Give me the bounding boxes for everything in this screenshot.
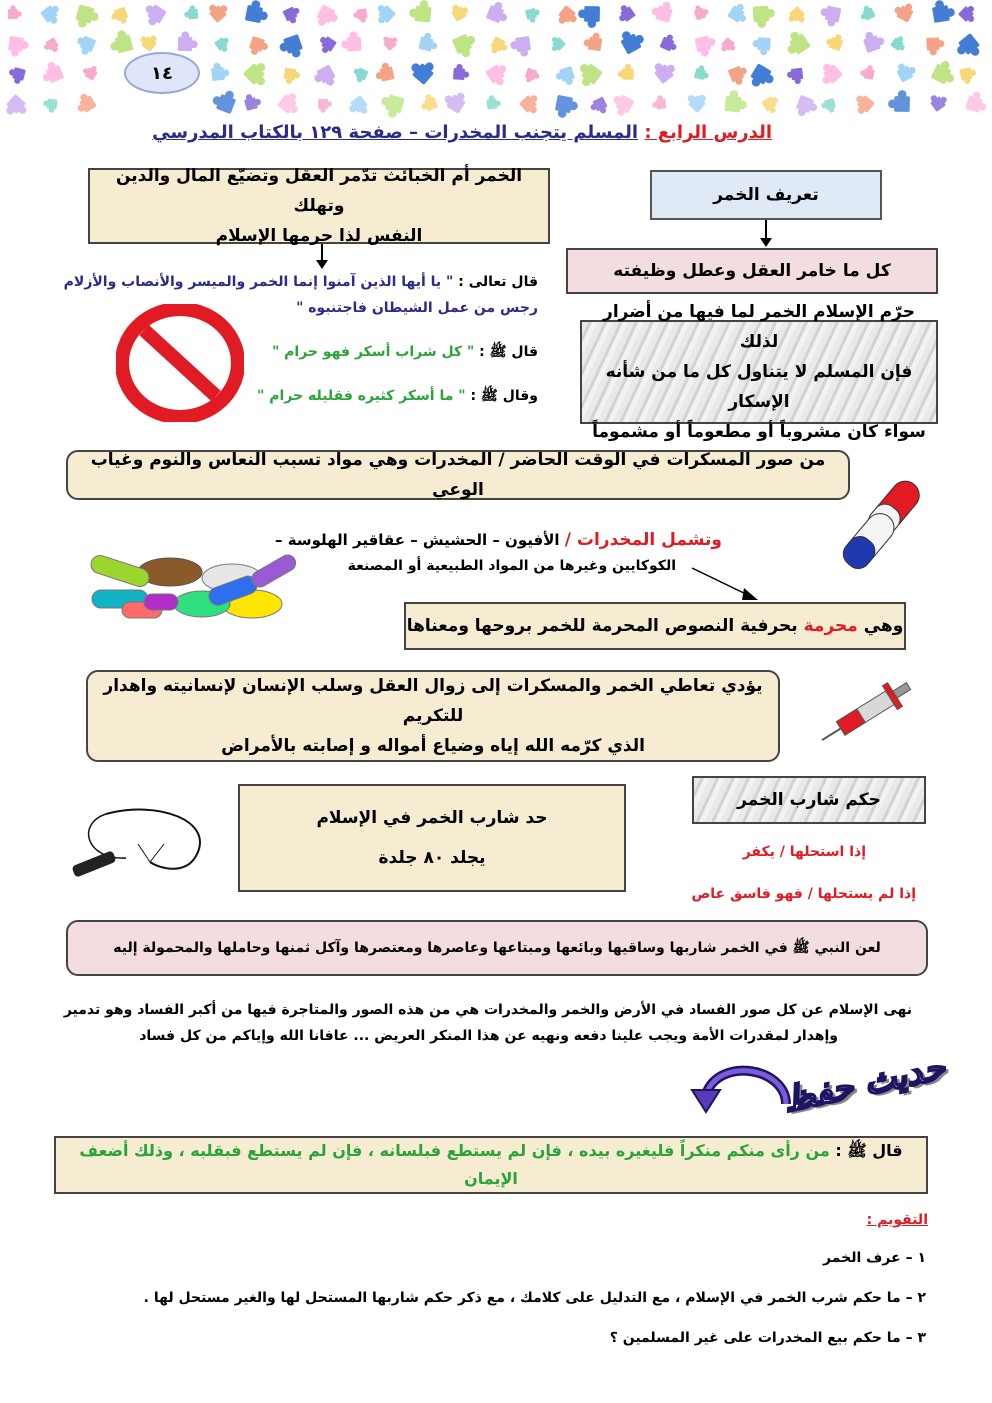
puzzle-piece-icon [8,5,22,19]
pills-icon [82,554,304,626]
prohibition-line2: فإن المسلم لا يتناول كل ما من شأنه الإسكار [605,362,913,412]
puzzle-piece-icon [888,90,910,112]
quote-2-prefix: قال ﷺ : [479,344,538,360]
puzzle-piece-icon [786,6,808,28]
puzzle-piece-icon [277,90,305,118]
prohibition-line1: حرّم الإسلام الخمر لما فيها من أضرار لذلك [603,302,915,352]
puzzle-piece-icon [408,0,432,23]
muharrama-before: وهي [863,616,904,636]
puzzle-piece-icon [418,93,438,113]
puzzle-piece-icon [554,95,580,120]
puzzle-piece-icon [617,25,647,55]
evaluation-q1: ١ – عرف الخمر [823,1250,926,1266]
puzzle-piece-icon [931,58,960,87]
puzzle-piece-icon [578,6,600,28]
prohibition-box [580,302,938,442]
puzzle-piece-icon [931,0,956,23]
puzzle-piece-icon [283,68,301,86]
quote-3-text: " ما أسكر كثيره فقليله حرام " [257,388,466,404]
puzzle-piece-icon [547,34,566,53]
puzzle-piece-icon [825,31,845,51]
puzzle-piece-icon [449,0,471,22]
puzzle-piece-icon [42,37,61,56]
quote-1 [64,270,538,294]
puzzle-piece-icon [442,87,469,114]
puzzle-piece-icon [857,4,875,22]
puzzle-piece-icon [107,29,133,55]
puzzle-piece-icon [694,34,718,58]
puzzle-piece-icon [488,36,509,57]
puzzle-piece-icon [315,34,337,56]
puzzle-piece-icon [959,67,977,85]
puzzle-piece-icon [318,99,332,113]
conclusion-line2: وإهدار لمقدرات الأمة ويجب علينا دفعه ونهيه عن هذا المنكر العريض ... عافانا الله وإياكم من كل فساد [139,1028,838,1044]
puzzle-piece-icon [210,61,230,81]
puzzle-piece-icon [247,36,269,58]
hadith-text: من رأى منكم منكراً فليغيره بيده ، فإن لم يستطع فبلسانه ، فإن لم يستطع فبقلبه ، وذلك أضعف الإيمان [79,1141,830,1188]
puzzle-piece-icon [277,34,305,62]
quote-2-text: " كل شراب أسكر فهو حرام " [272,344,475,360]
effects-line2: الذي كرّمه الله إياه وضياع أمواله و إصابته بالأمراض [221,736,645,756]
puzzle-piece-icon [453,64,470,81]
khabaith-box [88,168,550,244]
puzzle-piece-icon [927,90,949,112]
puzzle-piece-icon [183,5,198,20]
quote-1-prefix: قال تعالى : [458,274,538,290]
drugs-list-1: الأفيون – الحشيش – عقاقير الهلوسة – [275,531,560,549]
puzzle-piece-icon [486,0,512,25]
puzzle-piece-icon [890,34,909,53]
ruling-case-2: إذا لم يستحلها / فهو فاسق عاص [691,886,916,902]
puzzle-piece-icon [818,4,841,27]
quote-3 [257,384,538,408]
syringe-icon [814,676,920,748]
puzzle-piece-icon [728,64,751,87]
puzzle-piece-icon [894,59,918,83]
evaluation-q2: ٢ – ما حكم شرب الخمر في الإسلام ، مع التدليل على كلامك ، مع ذكر حكم شاربها المستحل لها والغير مستحل لها . [143,1290,926,1306]
prohibition-line3: سواء كان مشروباً أو مطعوماً أو مشموماً [592,422,926,442]
down-arrow-icon [758,220,774,248]
puzzle-piece-icon [861,28,886,53]
quote-1-line2: رجس من عمل الشيطان فاجتنبوه " [296,300,538,316]
puzzle-piece-icon [815,60,843,88]
puzzle-piece-icon [614,3,636,25]
lesson-title [152,122,772,143]
puzzle-piece-icon [418,31,439,52]
puzzle-piece-icon [719,37,738,56]
puzzle-piece-icon [314,4,341,31]
drugs-line2: الكوكايين وغيرها من المواد الطبيعية أو المصنعة [347,558,676,574]
puzzle-piece-icon [694,64,711,81]
puzzle-piece-icon [651,56,679,84]
puzzle-piece-icon [110,7,130,27]
puzzle-piece-icon [7,66,26,85]
puzzle-piece-icon [341,31,362,52]
ruling-case-1: إذا استحلها / يكفر [742,844,866,860]
puzzle-piece-icon [794,95,820,120]
pointer-arrow-icon [688,564,764,604]
puzzle-piece-icon [371,2,396,27]
ruling-title: حكم شارب الخمر [737,790,881,810]
puzzle-piece-icon [42,98,57,113]
puzzle-piece-icon [381,32,400,51]
muharrama-after: بحرفية النصوص المحرمة للخمر بروحها ومعناها [406,616,798,636]
puzzle-piece-icon [74,4,101,31]
puzzle-piece-icon [573,59,603,89]
lesson-label: الدرس الرابع : [644,122,772,143]
curse-box [66,920,928,976]
page-number: ١٤ [151,62,173,84]
quote-1-line1: " يا أيها الذين آمنوا إنما الخمر والميسر والأنصاب والأزلام [63,274,454,290]
puzzle-piece-icon [346,95,371,120]
puzzle-piece-icon [38,60,64,86]
khabaith-line2: النفس لذا حرمها الإسلام [215,226,423,246]
effects-box [86,670,780,762]
puzzle-piece-icon [684,88,709,113]
conclusion-line1: نهى الإسلام عن كل صور الفساد في الأرض والخمر والمخدرات هي من هذه الصور والمتاجرة فيها من أكبر الفساد وهو تدمير [63,1002,912,1018]
puzzle-piece-icon [608,92,635,119]
puzzle-piece-icon [214,35,233,54]
effects-line1: يؤدي تعاطي الخمر والمسكرات إلى زوال العقل وسلب الإنسان لإنسانيته واهدار للتكريم [103,676,763,726]
puzzle-piece-icon [210,86,238,114]
muharrama-highlight: محرمة [803,616,858,636]
puzzle-piece-icon [926,37,944,55]
puzzle-piece-icon [523,68,541,86]
puzzle-piece-icon [374,62,395,83]
puzzle-piece-icon [378,93,405,120]
puzzle-piece-icon [892,0,916,23]
page-number-badge [124,52,200,94]
puzzle-piece-icon [72,91,96,115]
forms-box [66,450,850,500]
puzzle-piece-icon [786,68,803,85]
curse-text: لعن النبي ﷺ في الخمر شاربها وساقيها وبائعها ومبتاعها وعاصرها ومعتصرها وآكل ثمنها وحاملها والمحمولة إليه [113,940,881,956]
puzzle-piece-icon [820,98,837,115]
puzzle-piece-icon [727,1,752,26]
drugs-label: وتشمل المخدرات / [564,530,722,550]
puzzle-piece-icon [850,92,875,117]
puzzle-piece-icon [660,32,681,53]
down-arrow-icon-2 [314,244,330,270]
puzzle-piece-icon [486,94,501,109]
forms-text: من صور المسكرات في الوقت الحاضر / المخدرات وهي مواد تسبب النعاس والنوم وغياب الوعي [90,450,826,500]
puzzle-piece-icon [965,90,990,115]
puzzle-piece-icon [140,1,167,28]
evaluation-title: التقويم : [866,1212,928,1228]
puzzle-piece-icon [312,64,339,91]
puzzle-piece-icon [753,5,776,28]
puzzle-piece-icon [245,0,271,24]
definition-text: كل ما خامر العقل وعطل وظيفته [613,261,891,281]
puzzle-piece-icon [407,54,438,85]
puzzle-piece-icon [509,36,531,58]
khabaith-line1: الخمر أم الخبائث تدّمر العقل وتضيّع المال والدين وتهلك [115,166,523,216]
puzzle-piece-icon [859,64,875,80]
puzzle-piece-icon [692,3,710,21]
puzzle-piece-icon [452,31,481,60]
hadith-prefix: قال ﷺ : [835,1141,903,1160]
definition-title-box [650,170,882,220]
definition-text-box [566,248,938,294]
whip-icon [66,800,216,892]
puzzle-piece-icon [747,63,777,93]
puzzle-piece-icon [206,0,231,23]
puzzle-piece-icon [350,66,368,84]
puzzle-piece-icon [282,4,303,25]
puzzle-piece-icon [138,30,160,52]
puzzle-piece-icon [752,37,771,56]
punishment-box [238,784,626,892]
puzzle-piece-icon [761,94,783,116]
puzzle-piece-icon [650,0,675,23]
quote-3-prefix: وقال ﷺ : [470,388,538,404]
puzzle-piece-icon [583,31,603,51]
punishment-text: يجلد ٨٠ جلدة [378,848,486,868]
puzzle-piece-icon [519,92,544,117]
hadith-box [54,1136,928,1194]
hadith-banner: حديث حفظ [779,1047,949,1121]
prohibited-sign-icon [116,304,244,422]
puzzle-piece-icon [781,28,811,58]
puzzle-piece-icon [724,89,748,113]
definition-title: تعريف الخمر [713,185,819,205]
drugs-line1 [275,530,722,550]
puzzle-piece-icon [555,5,580,30]
puzzle-piece-icon [953,33,984,64]
puzzle-piece-icon [525,7,542,24]
ruling-title-box [692,776,926,824]
muharrama-box [404,602,906,650]
puzzle-piece-icon [243,59,274,90]
quote-2 [272,340,538,364]
lesson-title-text: المسلم يتجنب المخدرات – صفحة ١٢٩ بالكتاب المدرسي [152,122,639,143]
puzzle-piece-icon [352,8,368,24]
puzzle-piece-icon [588,96,609,117]
puzzle-piece-icon [243,92,262,111]
puzzle-piece-icon [2,94,30,120]
puzzle-piece-icon [178,31,198,51]
puzzle-piece-icon [7,36,29,58]
puzzle-piece-icon [485,61,512,88]
puzzle-piece-icon [554,66,576,88]
puzzle-piece-icon [81,62,100,81]
evaluation-q3: ٣ – ما حكم بيع المخدرات على غير المسلمين ؟ [609,1330,926,1346]
capsules-icon [828,470,938,580]
punishment-title: حد شارب الخمر في الإسلام [316,808,548,828]
puzzle-piece-icon [958,3,980,25]
puzzle-piece-icon [651,94,667,110]
puzzle-piece-icon [73,34,96,57]
puzzle-piece-icon [40,2,65,27]
puzzle-piece-icon [618,64,634,80]
